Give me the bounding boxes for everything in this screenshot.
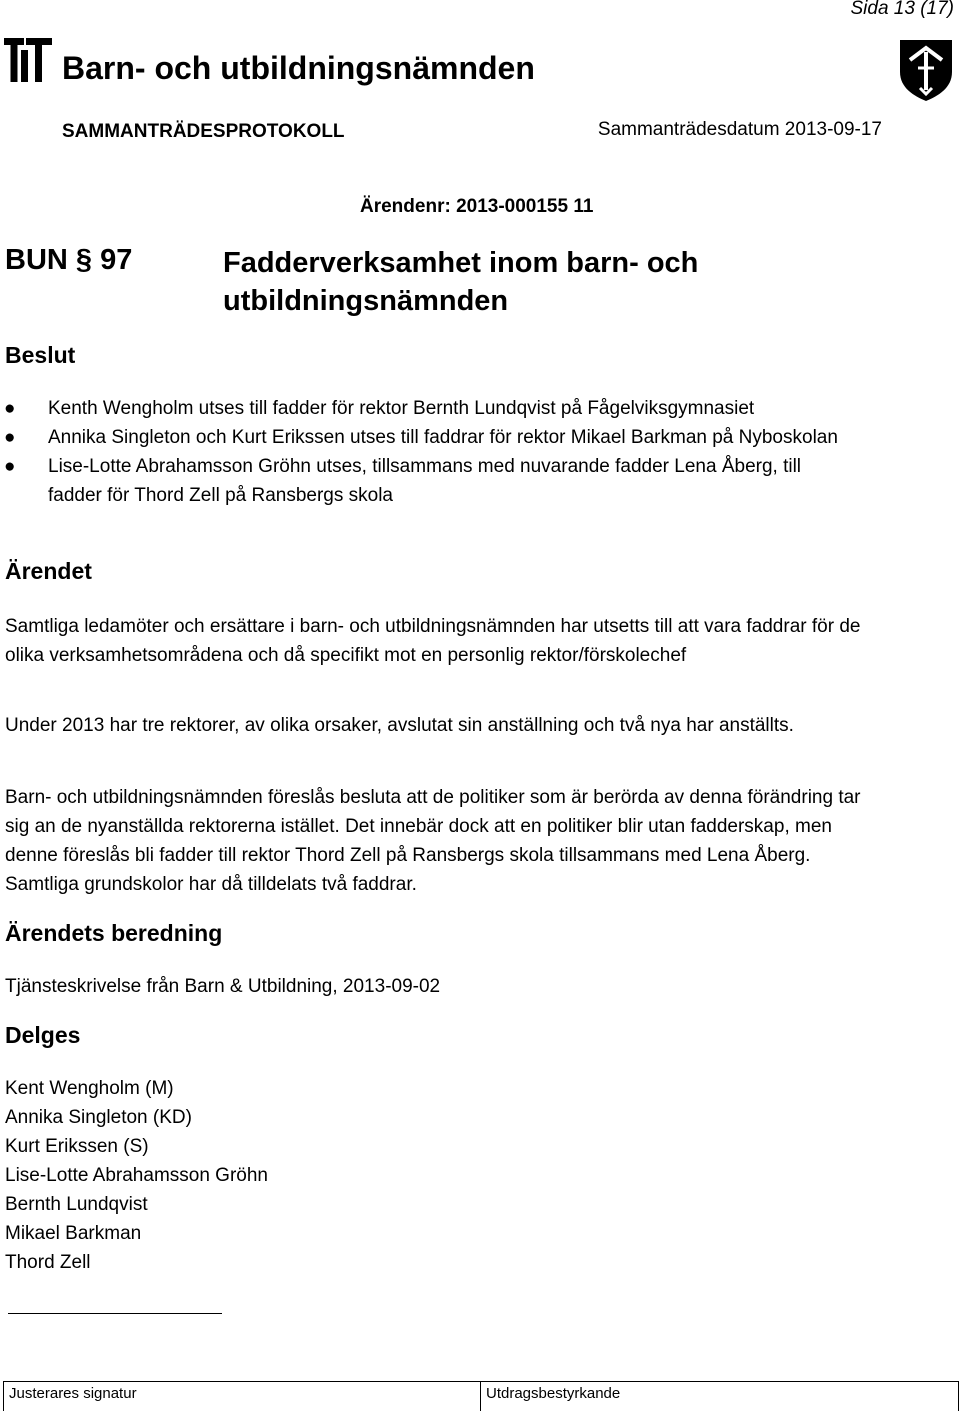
- recipient-item: Bernth Lundqvist: [5, 1194, 148, 1215]
- page-number: Sida 13 (17): [850, 0, 954, 19]
- list-item: [0, 423, 860, 452]
- heading-delges: Delges: [5, 1022, 81, 1048]
- arendet-paragraph: Samtliga ledamöter och ersättare i barn- och utbildningsnämnden har utsetts till att vara faddrar för de olika verksamhetsområdena och då specifikt mot en personlig rektor/förskolechef: [5, 616, 861, 666]
- recipient-item: Mikael Barkman: [5, 1223, 142, 1244]
- recipient-item: Lise-Lotte Abrahamsson Gröhn: [5, 1165, 268, 1186]
- list-item: [0, 394, 860, 423]
- recipient-item: Thord Zell: [5, 1252, 91, 1273]
- footer-signature-box: [3, 1381, 959, 1411]
- list-item: [0, 452, 860, 510]
- footer-utdragsbestyrkande: Utdragsbestyrkande: [481, 1382, 959, 1411]
- recipient-item: Kent Wengholm (M): [5, 1078, 174, 1099]
- heading-beredning: Ärendets beredning: [5, 920, 223, 946]
- case-number: Ärendenr: 2013-000155 11: [360, 196, 594, 217]
- protocol-title: SAMMANTRÄDESPROTOKOLL: [62, 121, 345, 142]
- signature-divider: [8, 1313, 222, 1314]
- organization-name: Barn- och utbildningsnämnden: [62, 50, 535, 86]
- municipal-crest-icon: [898, 38, 954, 102]
- arendet-paragraph: Under 2013 har tre rektorer, av olika orsaker, avslutat sin anställning och två nya har anställts.: [5, 715, 794, 736]
- footer-justerares-signatur: Justerares signatur: [3, 1382, 481, 1411]
- bullet-icon: ●: [4, 456, 16, 477]
- bullet-icon: ●: [4, 427, 16, 448]
- recipient-list: [5, 1074, 268, 1277]
- list-item-text: Annika Singleton och Kurt Erikssen utses till faddrar för rektor Mikael Barkman på Nyboskolan: [48, 427, 838, 448]
- tt-logo-icon: [4, 38, 52, 82]
- meeting-date: Sammanträdesdatum 2013-09-17: [597, 119, 882, 140]
- section-title-line-2: utbildningsnämnden: [223, 285, 509, 317]
- beredning-text: Tjänsteskrivelse från Barn & Utbildning, 2013-09-02: [5, 976, 441, 997]
- heading-beslut: Beslut: [5, 342, 76, 368]
- recipient-item: Annika Singleton (KD): [5, 1107, 192, 1128]
- decision-list: [0, 394, 860, 510]
- bullet-icon: ●: [4, 398, 16, 419]
- list-item-text: Kenth Wengholm utses till fadder för rektor Bernth Lundqvist på Fågelviksgymnasiet: [48, 398, 755, 419]
- recipient-item: Kurt Erikssen (S): [5, 1136, 149, 1157]
- list-item-text: Lise-Lotte Abrahamsson Gröhn utses, tillsammans med nuvarande fadder Lena Åberg, till fadder för Thord Zell på Ransbergs skola: [48, 456, 802, 506]
- section-title: [223, 244, 698, 320]
- section-code: BUN § 97: [5, 244, 133, 276]
- arendet-paragraph: Barn- och utbildningsnämnden föreslås besluta att de politiker som är berörda av denna förändring tar sig an de nyanställda rektorerna istället. Det innebär dock att en politiker blir utan fadderskap, men denne föreslås bli fadder till rektor Thord Zell på Ransbergs skola tillsammans med Lena Åberg. Samtliga grundskolor har då tilldelats två faddrar.: [5, 787, 861, 895]
- section-title-line-1: Fadderverksamhet inom barn- och: [223, 247, 699, 279]
- heading-arendet: Ärendet: [5, 558, 92, 584]
